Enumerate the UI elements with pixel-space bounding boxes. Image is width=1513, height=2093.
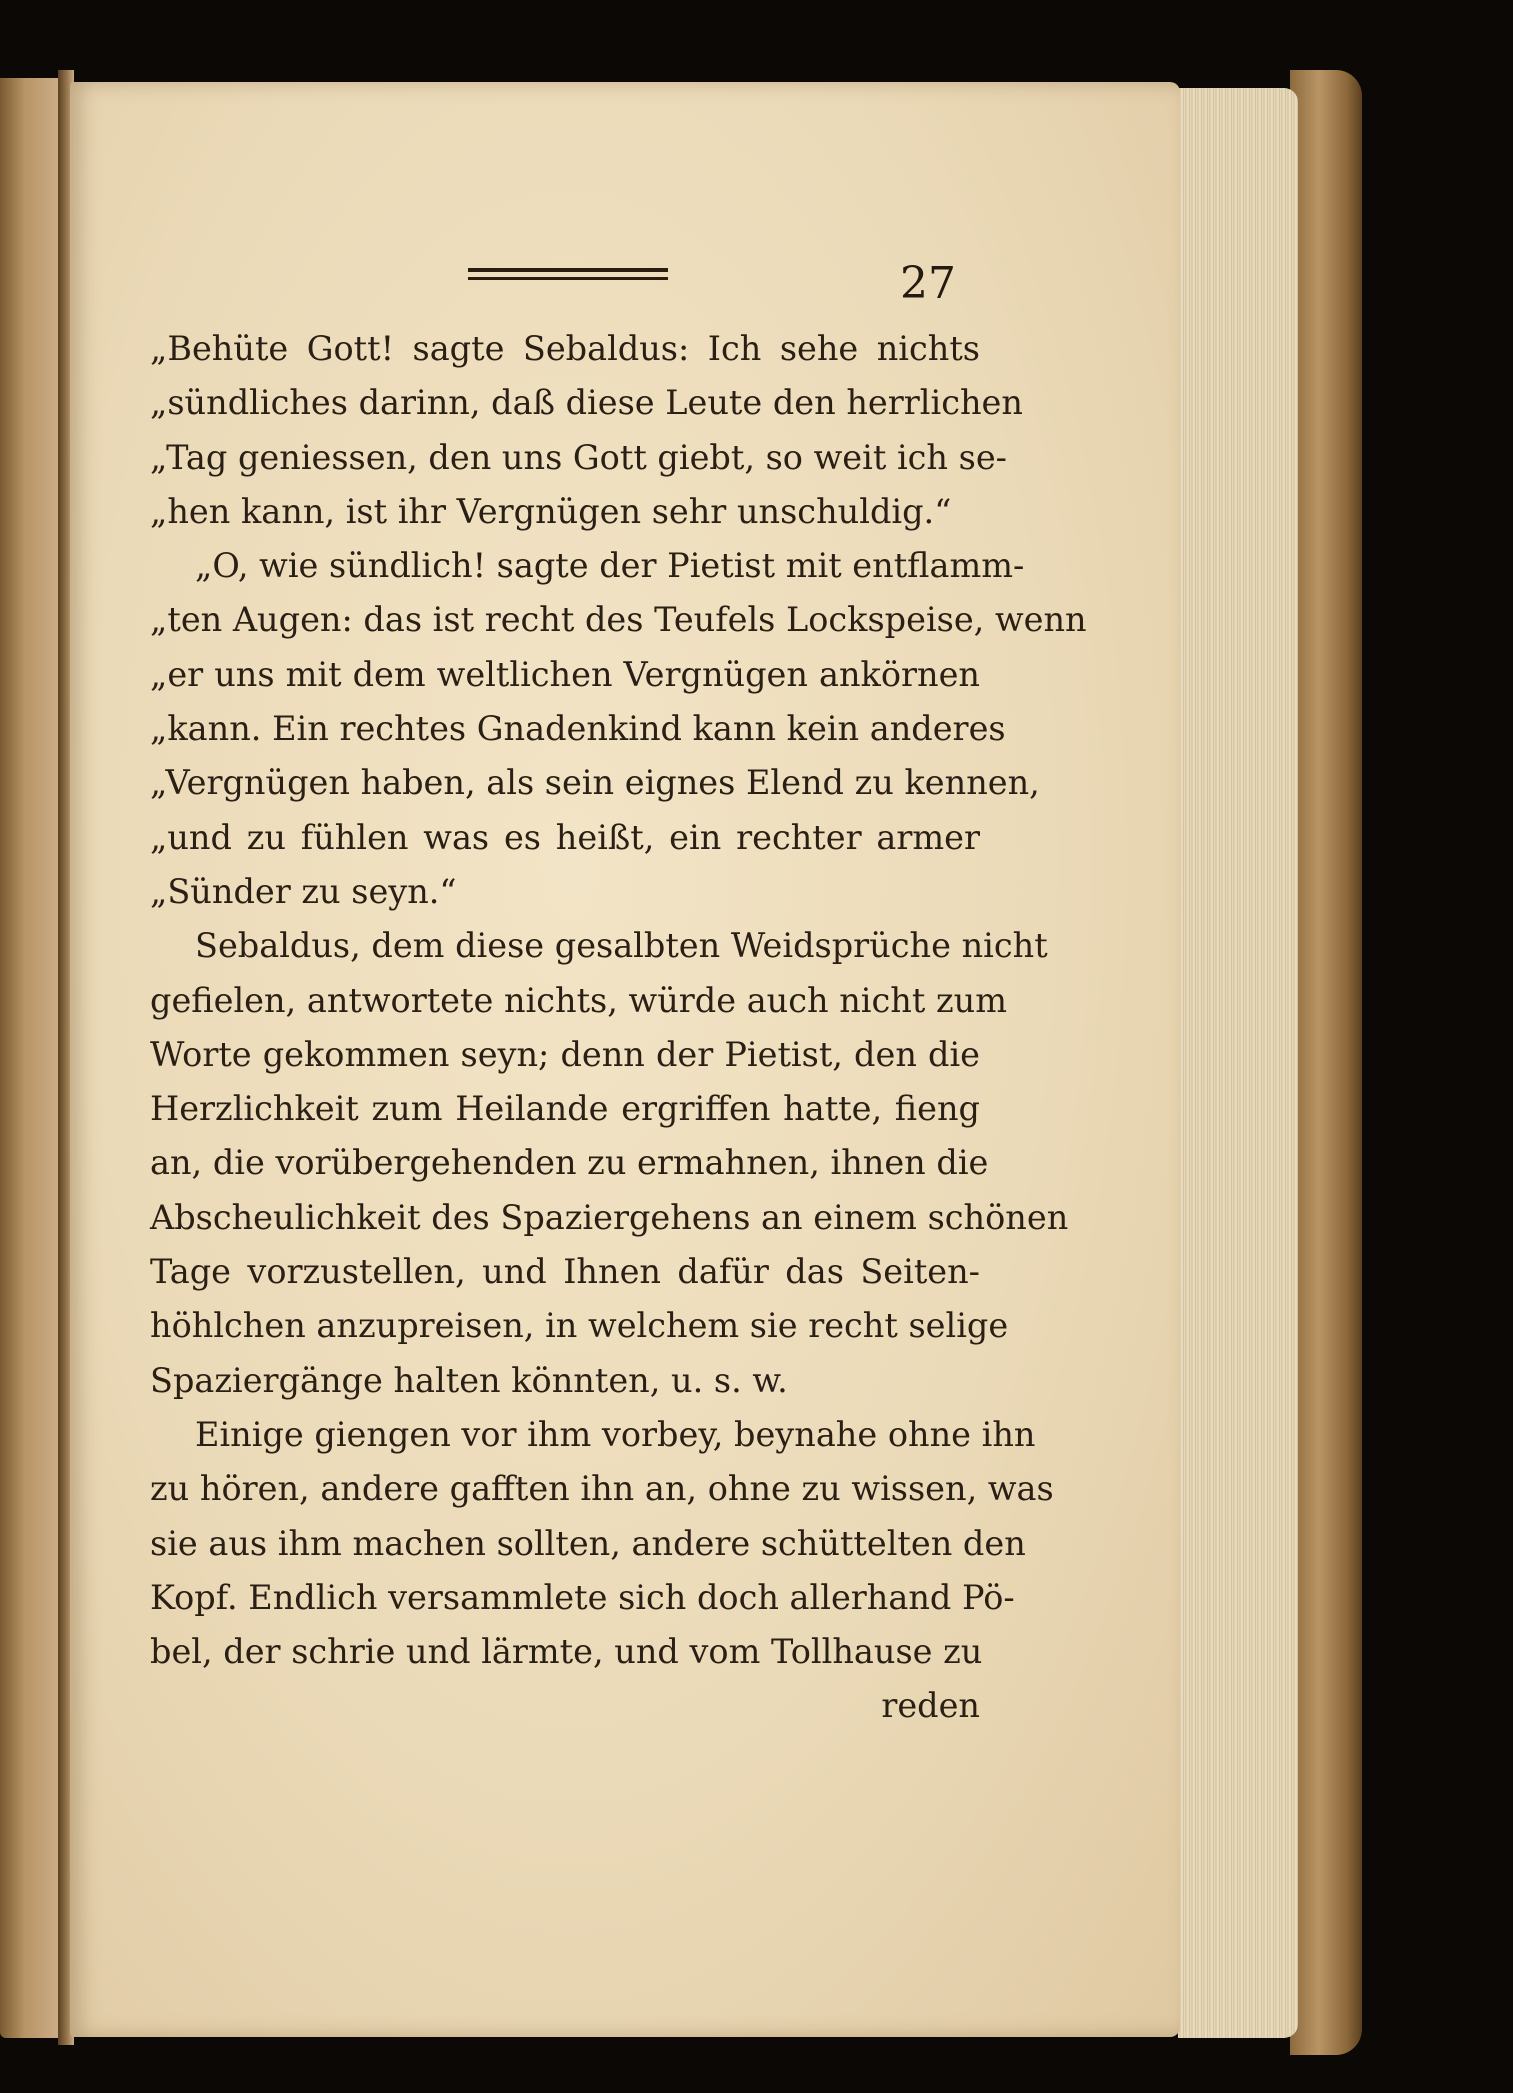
text-line: Spaziergänge halten könnten, u. s. w. [150, 1360, 788, 1400]
text-line: „hen kann, ist ihr Vergnügen sehr unschuldig.“ [150, 491, 952, 531]
text-line: höhlchen anzupreisen, in welchem sie recht selige [150, 1306, 1009, 1346]
text-line: Herzlichkeit zum Heilande ergriffen hatte, fieng [150, 1089, 980, 1129]
catchword: reden [881, 1686, 980, 1726]
page-edges [1178, 88, 1298, 2038]
text-line: „O, wie sündlich! sagte der Pietist mit entflamm- [195, 546, 1025, 586]
text-line: „Behüte Gott! sagte Sebaldus: Ich sehe nichts [150, 329, 980, 368]
text-line: bel, der schrie und lärmte, und vom Tollhause zu [150, 1632, 983, 1672]
text-line: „und zu fühlen was es heißt, ein rechter armer [150, 817, 980, 857]
page-text [150, 322, 1087, 1734]
text-line: Worte gekommen seyn; denn der Pietist, den die [150, 1034, 980, 1074]
text-line: an, die vorübergehenden zu ermahnen, ihnen die [150, 1143, 989, 1183]
text-line: zu hören, andere gafften ihn an, ohne zu wissen, was [150, 1469, 1054, 1509]
text-line: Abscheulichkeit des Spaziergehens an einem schönen [150, 1197, 1069, 1237]
text-line: „Sünder zu seyn.“ [150, 871, 457, 911]
text-line: „Tag geniessen, den uns Gott giebt, so weit ich se- [150, 437, 1007, 477]
text-line: Kopf. Endlich versammlete sich doch allerhand Pö- [150, 1577, 1015, 1617]
text-line: „ten Augen: das ist recht des Teufels Lockspeise, wenn [150, 600, 1087, 640]
text-line: Tage vorzustellen, und Ihnen dafür das Seiten- [150, 1252, 980, 1292]
text-line: gefielen, antwortete nichts, würde auch nicht zum [150, 980, 1007, 1020]
left-page-edge [0, 78, 62, 2038]
text-line: „er uns mit dem weltlichen Vergnügen ankörnen [150, 654, 980, 694]
page-number: 27 [900, 258, 956, 309]
text-line: „Vergnügen haben, als sein eignes Elend zu kennen, [150, 763, 1040, 803]
text-line: Sebaldus, dem diese gesalbten Weidsprüche nicht [195, 926, 1048, 966]
text-line: „kann. Ein rechtes Gnadenkind kann kein anderes [150, 709, 1006, 749]
book-cover-edge [1290, 70, 1362, 2055]
text-line: sie aus ihm machen sollten, andere schüttelten den [150, 1523, 1026, 1563]
text-line: „sündliches darinn, daß diese Leute den herrlichen [150, 383, 1023, 423]
header-rule [468, 268, 668, 280]
text-line: Einige giengen vor ihm vorbey, beynahe ohne ihn [195, 1414, 1036, 1454]
